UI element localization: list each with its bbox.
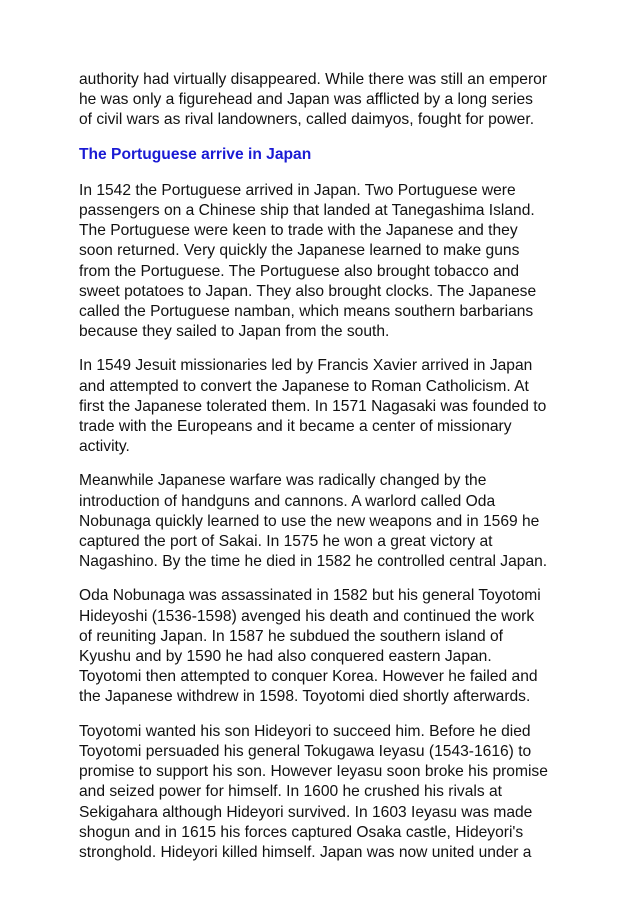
text-line: because they sailed to Japan from the south. <box>79 323 390 341</box>
text-line: In 1542 the Portuguese arrived in Japan. Two Portuguese were <box>79 181 516 199</box>
paragraph-portuguese-arrival <box>79 181 579 343</box>
text-line: promise to support his son. However Ieyasu soon broke his promise <box>79 763 548 781</box>
text-line: Sekigahara although Hideyori survived. In 1603 Ieyasu was made <box>79 803 533 821</box>
text-line: Hideyoshi (1536-1598) avenged his death and continued the work <box>79 607 535 625</box>
text-line: Kyushu and by 1590 he had also conquered eastern Japan. <box>79 648 492 666</box>
text-line: Toyotomi persuaded his general Tokugawa Ieyasu (1543-1616) to <box>79 742 532 760</box>
text-line: of reuniting Japan. In 1587 he subdued the southern island of <box>79 627 503 645</box>
text-line: activity. <box>79 438 130 456</box>
text-line: and seized power for himself. In 1600 he crushed his rivals at <box>79 783 502 801</box>
text-line: he was only a figurehead and Japan was afflicted by a long series <box>79 91 533 109</box>
text-line: from the Portuguese. The Portuguese also brought tobacco and <box>79 262 520 280</box>
text-line: trade with the Europeans and it became a center of missionary <box>79 418 512 436</box>
text-line: soon returned. Very quickly the Japanese learned to make guns <box>79 242 520 260</box>
text-line: stronghold. Hideyori killed himself. Japan was now united under a <box>79 843 532 861</box>
text-line: introduction of handguns and cannons. A warlord called Oda <box>79 492 496 510</box>
text-line: passengers on a Chinese ship that landed at Tanegashima Island. <box>79 202 535 220</box>
text-line: Nobunaga quickly learned to use the new weapons and in 1569 he <box>79 512 540 530</box>
text-line: shogun and in 1615 his forces captured Osaka castle, Hideyori's <box>79 823 524 841</box>
paragraph-warfare <box>79 471 579 572</box>
text-line: and attempted to convert the Japanese to Roman Catholicism. At <box>79 377 529 395</box>
text-line: the Japanese withdrew in 1598. Toyotomi died shortly afterwards. <box>79 688 531 706</box>
text-line: Meanwhile Japanese warfare was radically changed by the <box>79 472 487 490</box>
text-line: Nagashino. By the time he died in 1582 he controlled central Japan. <box>79 553 548 571</box>
text-line: of civil wars as rival landowners, called daimyos, fought for power. <box>79 111 535 129</box>
text-line: The Portuguese were keen to trade with the Japanese and they <box>79 222 518 240</box>
text-line: first the Japanese tolerated them. In 1571 Nagasaki was founded to <box>79 397 547 415</box>
text-line: captured the port of Sakai. In 1575 he won a great victory at <box>79 533 493 551</box>
text-line: authority had virtually disappeared. While there was still an emperor <box>79 71 548 88</box>
document-page <box>79 70 579 877</box>
text-line: In 1549 Jesuit missionaries led by Francis Xavier arrived in Japan <box>79 357 533 375</box>
paragraph-tokugawa <box>79 722 579 863</box>
text-line: Toyotomi then attempted to conquer Korea. However he failed and <box>79 668 538 686</box>
section-heading: The Portuguese arrive in Japan <box>79 145 312 163</box>
paragraph-toyotomi <box>79 586 579 707</box>
paragraph-jesuit-missionaries <box>79 356 579 457</box>
text-line: Toyotomi wanted his son Hideyori to succeed him. Before he died <box>79 722 531 740</box>
text-line: sweet potatoes to Japan. They also brought clocks. The Japanese <box>79 282 537 300</box>
text-line: Oda Nobunaga was assassinated in 1582 but his general Toyotomi <box>79 587 541 605</box>
text-line: called the Portuguese namban, which means southern barbarians <box>79 303 534 321</box>
intro-paragraph <box>79 70 579 131</box>
